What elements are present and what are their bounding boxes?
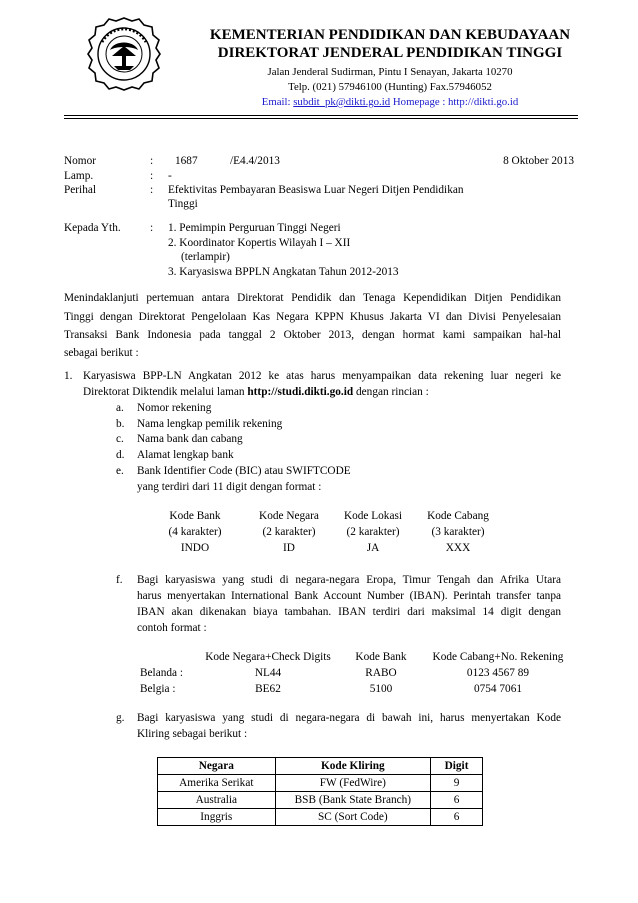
- bic-col-example: ID: [283, 542, 295, 554]
- header-rule-thin: [64, 118, 578, 119]
- point-1-line-1: Karyasiswa BPP-LN Angkatan 2012 ke atas harus menyampaikan data rekening luar negeri ke: [83, 370, 561, 382]
- table-cell: Amerika Serikat: [158, 775, 276, 792]
- email-label: Email:: [261, 96, 294, 108]
- item-letter: c.: [116, 433, 124, 445]
- table-cell: SC (Sort Code): [275, 809, 430, 826]
- table-row: [158, 809, 483, 826]
- table-cell: Inggris: [158, 809, 276, 826]
- intro-line-1: Menindaklanjuti pertemuan antara Direktorat Pendidik dan Tenaga Kependidikan Ditjen Pendidikan: [64, 292, 561, 304]
- email-link[interactable]: subdit_pk@dikti.go.id: [293, 96, 391, 108]
- contact-line: [180, 96, 600, 108]
- ministry-name: KEMENTERIAN PENDIDIKAN DAN KEBUDAYAAN: [209, 27, 571, 43]
- recipient-2-note: (terlampir): [181, 251, 230, 263]
- lamp-colon: :: [150, 170, 154, 182]
- item-letter: a.: [116, 402, 124, 414]
- recipient-2: 2. Koordinator Kopertis Wilayah I – XII: [168, 237, 351, 249]
- item-f-line-1: Bagi karyasiswa yang studi di negara-negara Eropa, Timur Tengah dan Afrika Utara: [137, 574, 561, 586]
- bic-col-size: (4 karakter): [168, 526, 222, 538]
- item-text: Nama bank dan cabang: [137, 433, 243, 445]
- table-cell: 6: [431, 809, 483, 826]
- intro-line-3: Transaksi Bank Indonesia pada tanggal 2 Oktober 2013, dengan hormat kami sampaikan hal-hal: [64, 329, 561, 341]
- iban-header-branch: Kode Cabang+No. Rekening: [432, 651, 564, 663]
- address: Jalan Jenderal Sudirman, Pintu I Senayan, Jakarta 10270: [267, 66, 513, 78]
- item-g-line-2: Kliring sebagai berikut :: [137, 728, 248, 740]
- table-cell: BSB (Bank State Branch): [275, 792, 430, 809]
- bic-col-header: Kode Bank: [169, 510, 221, 522]
- point-1-line-2-post: dengan rincian :: [353, 386, 429, 398]
- table-row: [158, 775, 483, 792]
- bic-col-header: Kode Cabang: [427, 510, 489, 522]
- tut-wuri-handayani-logo: [84, 14, 164, 94]
- item-text: Bank Identifier Code (BIC) atau SWIFTCODE: [137, 465, 351, 477]
- table-cell: 6: [431, 792, 483, 809]
- iban-account: 0123 4567 89: [466, 667, 530, 679]
- nomor-colon: :: [150, 155, 154, 167]
- bic-col-size: (2 karakter): [262, 526, 316, 538]
- directorate-name: DIREKTORAT JENDERAL PENDIDIKAN TINGGI: [217, 45, 563, 61]
- item-letter: b.: [116, 418, 125, 430]
- iban-country: Belgia :: [140, 683, 176, 695]
- table-row: [158, 792, 483, 809]
- perihal-colon: :: [150, 184, 154, 196]
- iban-account: 0754 7061: [473, 683, 522, 695]
- point-1-line-2-pre: Direktorat Diktendik melalui laman: [83, 386, 248, 398]
- table-header: Negara: [158, 758, 276, 775]
- homepage: Homepage : http://dikti.go.id: [390, 96, 519, 108]
- iban-country: Belanda :: [140, 667, 183, 679]
- item-letter: e.: [116, 465, 124, 477]
- item-text: Nomor rekening: [137, 402, 212, 414]
- lamp-label: Lamp.: [64, 170, 94, 182]
- item-text: Nama lengkap pemilik rekening: [137, 418, 283, 430]
- intro-line-2: Tinggi dengan Direktorat Pengelolaan Kas Negara KPPN Khusus Jakarta VI dan Divisi Penyelesaian: [64, 311, 561, 323]
- bic-col-header: Kode Lokasi: [343, 510, 403, 522]
- item-e-line-2: yang terdiri dari 11 digit dengan format :: [137, 481, 322, 493]
- iban-bank: 5100: [369, 683, 393, 695]
- item-g-line-1: Bagi karyasiswa yang studi di negara-negara di bawah ini, harus menyertakan Kode: [137, 712, 561, 724]
- iban-bank: RABO: [365, 667, 397, 679]
- phone-fax: Telp. (021) 57946100 (Hunting) Fax.57946052: [288, 81, 492, 93]
- nomor-number: 1687: [175, 155, 198, 167]
- perihal-line-1: Efektivitas Pembayaran Beasiswa Luar Negeri Ditjen Pendidikan: [168, 184, 464, 196]
- letter-date: 8 Oktober 2013: [503, 155, 574, 167]
- kliring-table: [157, 757, 483, 826]
- item-f-letter: f.: [116, 574, 123, 586]
- bic-col-size: (3 karakter): [431, 526, 485, 538]
- iban-check: BE62: [255, 683, 281, 695]
- table-cell: FW (FedWire): [275, 775, 430, 792]
- item-f-line-4: contoh format :: [137, 622, 207, 634]
- nomor-label: Nomor: [64, 155, 97, 167]
- table-cell: Australia: [158, 792, 276, 809]
- intro-line-4: sebagai berikut :: [64, 347, 139, 359]
- nomor-code: /E4.4/2013: [230, 155, 280, 167]
- table-header: Kode Kliring: [275, 758, 430, 775]
- studi-dikti-link[interactable]: http://studi.dikti.go.id: [247, 386, 354, 398]
- kepada-label: Kepada Yth.: [64, 222, 121, 234]
- point-1-number: 1.: [64, 370, 73, 382]
- lamp-value: -: [168, 170, 172, 182]
- table-header: Digit: [431, 758, 483, 775]
- iban-header-country: Kode Negara+Check Digits: [205, 651, 331, 663]
- item-letter: d.: [116, 449, 125, 461]
- perihal-label: Perihal: [64, 184, 96, 196]
- header-rule-thick: [64, 115, 578, 116]
- item-f-line-2: harus menyertakan International Bank Account Number (IBAN). Perintah transfer tanpa: [137, 590, 561, 602]
- item-text: Alamat lengkap bank: [137, 449, 234, 461]
- point-1-line-2: [83, 386, 429, 398]
- bic-col-example: XXX: [445, 542, 471, 554]
- iban-header-bank: Kode Bank: [355, 651, 407, 663]
- table-header-row: [158, 758, 483, 775]
- iban-check: NL44: [254, 667, 282, 679]
- bic-col-example: JA: [366, 542, 380, 554]
- perihal-line-2: Tinggi: [168, 198, 198, 210]
- recipient-3: 3. Karyasiswa BPPLN Angkatan Tahun 2012-2013: [168, 266, 399, 278]
- bic-col-size: (2 karakter): [346, 526, 400, 538]
- item-g-letter: g.: [116, 712, 125, 724]
- table-cell: 9: [431, 775, 483, 792]
- recipient-1: 1. Pemimpin Perguruan Tinggi Negeri: [168, 222, 341, 234]
- kepada-colon: :: [150, 222, 154, 234]
- bic-col-header: Kode Negara: [259, 510, 319, 522]
- bic-col-example: INDO: [180, 542, 210, 554]
- item-f-line-3: IBAN akan dikenakan biaya tambahan. IBAN terdiri dari maksimal 14 digit dengan: [137, 606, 561, 618]
